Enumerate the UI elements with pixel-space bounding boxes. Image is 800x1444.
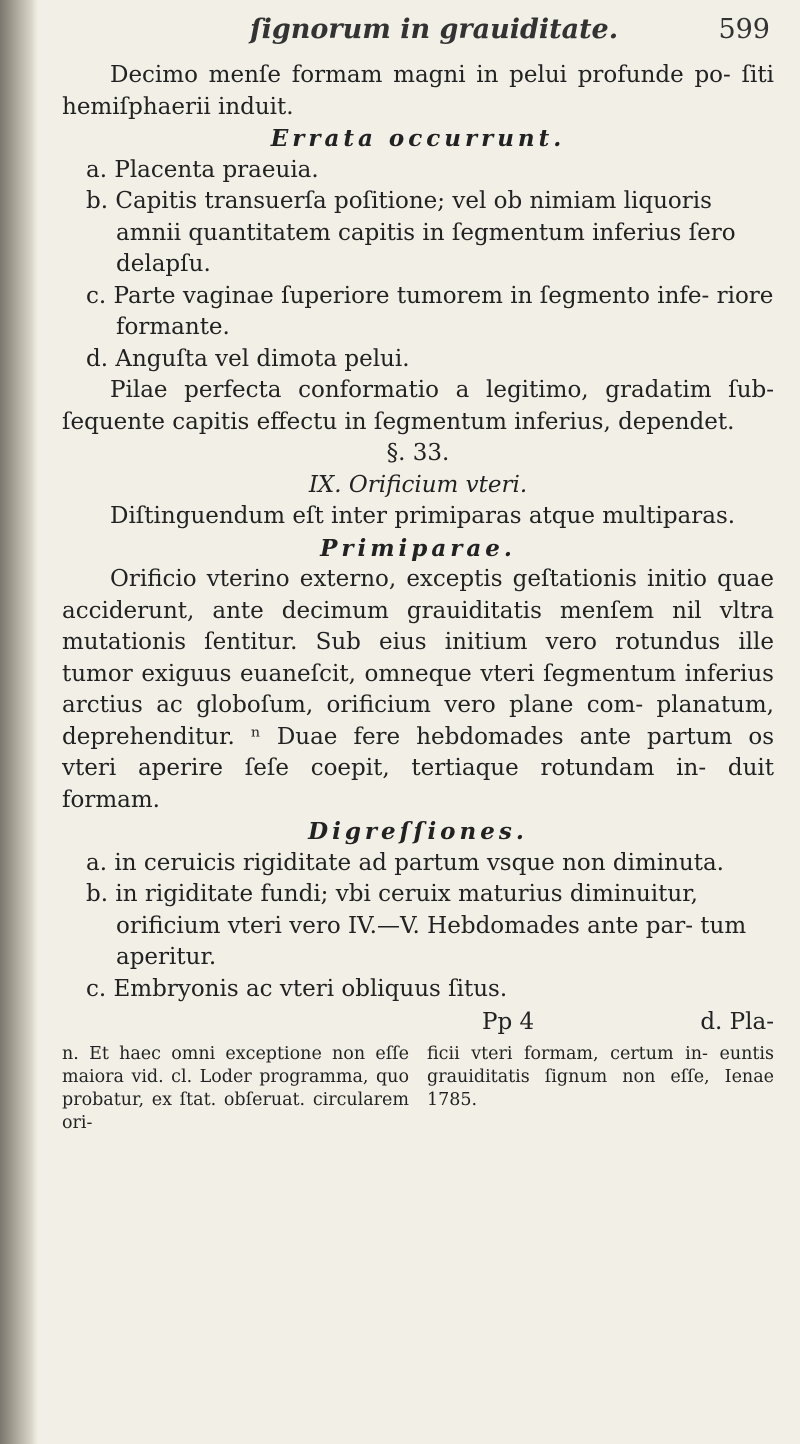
catchword: d. Pla- — [700, 1009, 774, 1035]
footnote — [62, 1043, 774, 1135]
item-letter: b. — [86, 188, 109, 214]
digressio-item — [62, 879, 774, 974]
digressio-item — [62, 974, 774, 1006]
item-text: Anguſta vel dimota pelui. — [115, 345, 410, 372]
page-body — [62, 60, 774, 1135]
item-text: Capitis transuerſa poſitione; vel ob nimiam liquoris amnii quantitatem capitis in ſegmentum inferius ſero delapſu. — [115, 188, 736, 277]
item-letter: c. — [86, 975, 107, 1002]
section-title: IX. Orificium vteri. — [308, 471, 528, 498]
footnote-right-column: ficii vteri formam, certum in- euntis grauiditatis ſignum non eſſe, Ienae 1785. — [427, 1044, 774, 1110]
running-title: ſignorum in grauiditate. — [250, 14, 619, 45]
page-number: 599 — [718, 14, 770, 45]
item-text: in ceruicis rigiditate ad partum vsque non diminuta. — [114, 849, 724, 876]
digressiones-heading: Digreſſiones. — [308, 818, 528, 845]
item-letter: a. — [86, 849, 108, 876]
footnote-left-column: n. Et haec omni exceptione non eſſe maiora vid. cl. Loder programma, quo probatur, ex ſtat. obſeruat. circularem ori- — [62, 1044, 409, 1133]
item-letter: a. — [86, 156, 108, 183]
digressio-item — [62, 848, 774, 880]
digressiones-list — [62, 848, 774, 1006]
intro-paragraph: Decimo menſe formam magni in pelui profunde po- ſiti hemiſphaerii induit. — [62, 62, 774, 120]
section-intro: Diſtinguendum eſt inter primiparas atque multiparas. — [110, 503, 736, 529]
errata-item — [62, 155, 774, 187]
signature-mark: Pp 4 — [482, 1009, 535, 1035]
errata-closing: Pilae perfecta conformatio a legitimo, gradatim ſub- ſequente capitis effectu in ſegmentum inferius, dependet. — [62, 377, 774, 435]
primiparae-paragraph: Orificio vterino externo, exceptis geſtationis initio quae acciderunt, ante decimum grauiditatis menſem nil vltra mutationis ſentitur. Sub eius initium vero rotundus ille tumor exiguus euaneſcit, omneque vteri ſegmentum inferius arctius ac globoſum, orificium vero plane com- planatum, deprehenditur. ⁿ Duae fere hebdomades ante partum os vteri aperire ſeſe coepit, tertiaque rotundam in- duit formam. — [62, 566, 774, 813]
item-text: Parte vaginae ſuperiore tumorem in ſegmento infe- riore formante. — [113, 282, 774, 340]
signature-line — [62, 1007, 774, 1039]
item-letter: b. — [86, 881, 109, 907]
errata-heading: Errata occurrunt. — [270, 125, 566, 152]
item-letter: c. — [86, 282, 107, 309]
errata-item — [62, 281, 774, 344]
errata-item — [62, 344, 774, 376]
item-text: Placenta praeuia. — [114, 156, 319, 183]
item-text: Embryonis ac vteri obliquus ſitus. — [113, 975, 508, 1002]
book-gutter-shadow — [0, 0, 38, 1444]
item-text: in rigiditate fundi; vbi ceruix maturius diminuitur, orificium vteri vero IV.—V. Hebdomades ante par- tum aperitur. — [115, 881, 747, 970]
section-number: §. 33. — [386, 440, 450, 466]
item-letter: d. — [86, 345, 109, 372]
running-header — [250, 14, 770, 45]
errata-list — [62, 155, 774, 376]
primiparae-heading: Primiparae. — [320, 534, 516, 562]
errata-item — [62, 186, 774, 281]
